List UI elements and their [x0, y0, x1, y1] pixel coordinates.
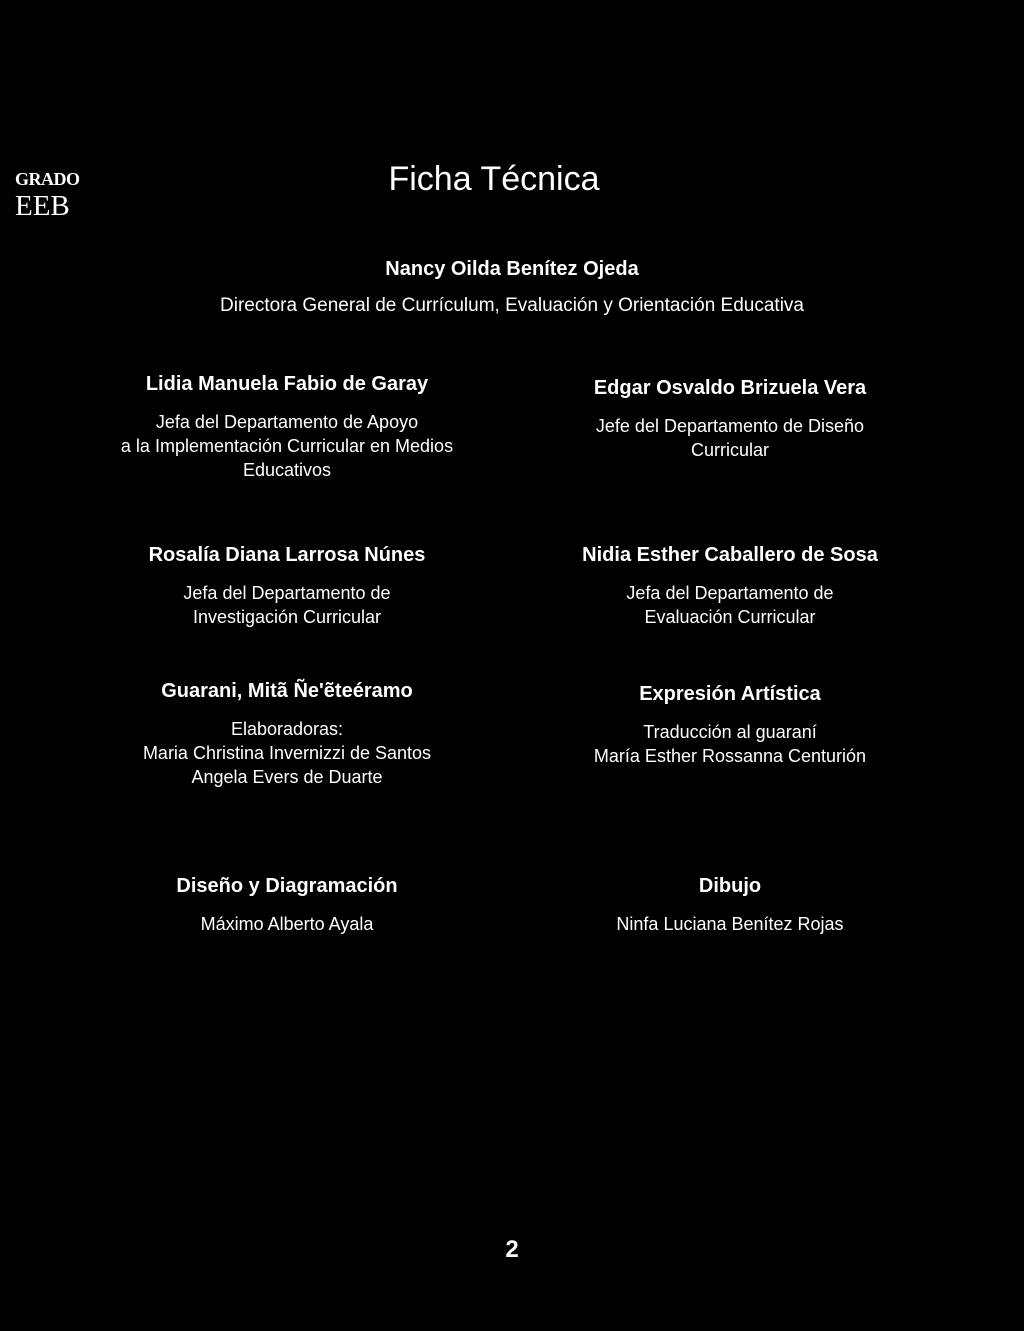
credit-role-line: Curricular: [690, 440, 769, 460]
grade-label-top: GRADO: [15, 169, 80, 189]
credit-name: Guarani, Mitã Ñe'ẽteéramo: [161, 680, 413, 702]
credit-investigacion: [85, 543, 489, 629]
page-title: [0, 160, 1024, 199]
credit-name: Rosalía Diana Larrosa Núnes: [148, 544, 426, 566]
credit-role-line: Elaboradoras:: [230, 719, 344, 739]
page-number: 2: [505, 1236, 519, 1263]
credit-role-line: Jefa del Departamento de: [183, 583, 391, 603]
credit-name: Lidia Manuela Fabio de Garay: [145, 373, 429, 395]
credit-name: Nidia Esther Caballero de Sosa: [582, 544, 878, 566]
credit-role-line: Evaluación Curricular: [644, 607, 816, 627]
credit-role-line: Jefe del Departamento de Diseño: [595, 416, 865, 436]
credit-role-line: Maria Christina Invernizzi de Santos: [142, 743, 432, 763]
credit-name: Edgar Osvaldo Brizuela Vera: [593, 377, 867, 399]
credit-role-line: Angela Evers de Duarte: [191, 767, 383, 787]
director-name: Nancy Oilda Benítez Ojeda: [385, 258, 639, 280]
credit-apoyo: [85, 372, 489, 482]
credit-expresion-artistica: [532, 682, 928, 768]
page-title-text: Ficha Técnica: [388, 160, 600, 198]
credit-role-line: Traducción al guaraní: [643, 722, 817, 742]
credit-role-line: Jefa del Departamento de: [626, 583, 834, 603]
credit-name: Diseño y Diagramación: [176, 875, 398, 897]
credit-role-line: Jefa del Departamento de Apoyo: [155, 412, 419, 432]
credit-role-line: Educativos: [242, 460, 332, 480]
credit-role-line: a la Implementación Curricular en Medios: [120, 436, 454, 456]
director-role: Directora General de Currículum, Evaluación y Orientación Educativa: [220, 295, 804, 316]
director-block: [0, 257, 1024, 318]
credit-role-line: Máximo Alberto Ayala: [200, 914, 374, 934]
credit-role-line: Ninfa Luciana Benítez Rojas: [616, 914, 844, 934]
credit-evaluacion: [532, 543, 928, 629]
credit-name: Expresión Artística: [639, 683, 821, 705]
credit-diagramacion: [85, 874, 489, 936]
credit-diseno-curricular: [532, 376, 928, 462]
credit-guarani: [85, 679, 489, 789]
grade-level: EEB: [15, 190, 70, 222]
credit-role-line: Investigación Curricular: [192, 607, 382, 627]
credit-role-line: María Esther Rossanna Centurión: [593, 746, 867, 766]
credit-name: Dibujo: [698, 875, 762, 897]
credit-dibujo: [532, 874, 928, 936]
